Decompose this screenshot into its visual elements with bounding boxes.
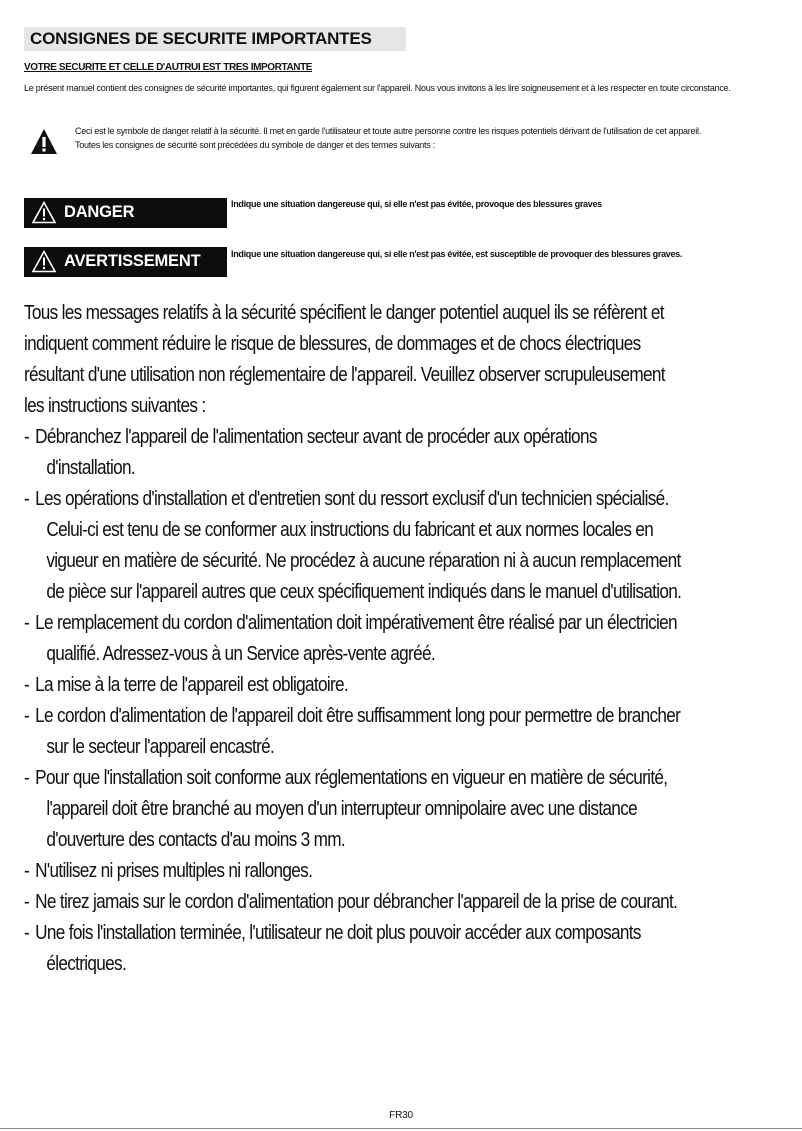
danger-symbol-block bbox=[30, 124, 790, 176]
danger-symbol-line1: Ceci est le symbole de danger relatif à la sécurité. Il met en garde l'utilisateur et toute autre personne contre les risques potentiels dérivant de l'utilisation de cet appareil. bbox=[75, 126, 702, 136]
warning-signal-box bbox=[24, 247, 227, 277]
instruction-item: - Une fois l'installation terminée, l'utilisateur ne doit plus pouvoir accéder aux composants électriques. bbox=[24, 922, 641, 975]
instruction-item: - N'utilisez ni prises multiples ni rallonges. bbox=[24, 860, 313, 882]
instruction-item: - Ne tirez jamais sur le cordon d'alimentation pour débrancher l'appareil de la prise de courant. bbox=[24, 891, 678, 913]
danger-label: DANGER bbox=[64, 203, 135, 221]
warning-triangle-icon bbox=[32, 250, 56, 273]
instruction-item: - Les opérations d'installation et d'entretien sont du ressort exclusif d'un technicien spécialisé. Celui-ci est tenu de se conformer aux instructions du fabricant et aux normes locales en vigueur en matière de sécurité. Ne procédez à aucune réparation ni à aucun remplacement de pièce sur l'appareil autres que ceux spécifiquement indiqués dans le manuel d'utilisation. bbox=[24, 488, 682, 603]
instruction-item: - Le remplacement du cordon d'alimentation doit impérativement être réalisé par un électricien qualifié. Adressez-vous à un Service après-vente agréé. bbox=[24, 612, 677, 665]
instruction-list bbox=[24, 422, 686, 980]
danger-symbol-line2: Toutes les consignes de sécurité sont précédées du symbole de danger et des termes suivants : bbox=[75, 140, 435, 150]
footer-divider bbox=[0, 1128, 802, 1129]
danger-triangle-icon bbox=[30, 128, 58, 156]
page-title: CONSIGNES DE SECURITE IMPORTANTES bbox=[30, 29, 372, 48]
page-number: FR30 bbox=[389, 1110, 413, 1121]
warning-description: Indique une situation dangereuse qui, si elle n'est pas évitée, est susceptible de provoquer des blessures graves. bbox=[231, 249, 683, 259]
title-band bbox=[24, 27, 406, 51]
section-subtitle: VOTRE SECURITE ET CELLE D'AUTRUI EST TRES IMPORTANTE bbox=[24, 62, 313, 73]
danger-signal-box bbox=[24, 198, 227, 228]
warning-label: AVERTISSEMENT bbox=[64, 252, 201, 270]
instructions-intro: Tous les messages relatifs à la sécurité spécifient le danger potentiel auquel ils se réfèrent et indiquent comment réduire le risque de blessures, de dommages et de chocs électriques résultant d'une utilisation non réglementaire de l'appareil. Veuillez observer scrupuleusement les instructions suivantes : bbox=[24, 302, 665, 417]
instruction-item: - Le cordon d'alimentation de l'appareil doit être suffisamment long pour permettre de brancher sur le secteur l'appareil encastré. bbox=[24, 705, 681, 758]
intro-paragraph: Le présent manuel contient des consignes de sécurité importantes, qui figurent également sur l'appareil. Nous vous invitons à les lire soigneusement et à les respecter en toute circonstance. bbox=[24, 83, 731, 93]
safety-instructions bbox=[24, 298, 686, 980]
danger-symbol-description bbox=[75, 124, 785, 152]
instruction-item: - La mise à la terre de l'appareil est obligatoire. bbox=[24, 674, 348, 696]
warning-triangle-icon bbox=[32, 201, 56, 224]
instruction-item: - Pour que l'installation soit conforme aux réglementations en vigueur en matière de sécurité, l'appareil doit être branché au moyen d'un interrupteur omnipolaire avec une distance d'ouverture des contacts d'au moins 3 mm. bbox=[24, 767, 668, 851]
instruction-item: - Débranchez l'appareil de l'alimentation secteur avant de procéder aux opérations d'installation. bbox=[24, 426, 597, 479]
danger-description: Indique une situation dangereuse qui, si elle n'est pas évitée, provoque des blessures graves bbox=[231, 199, 602, 209]
